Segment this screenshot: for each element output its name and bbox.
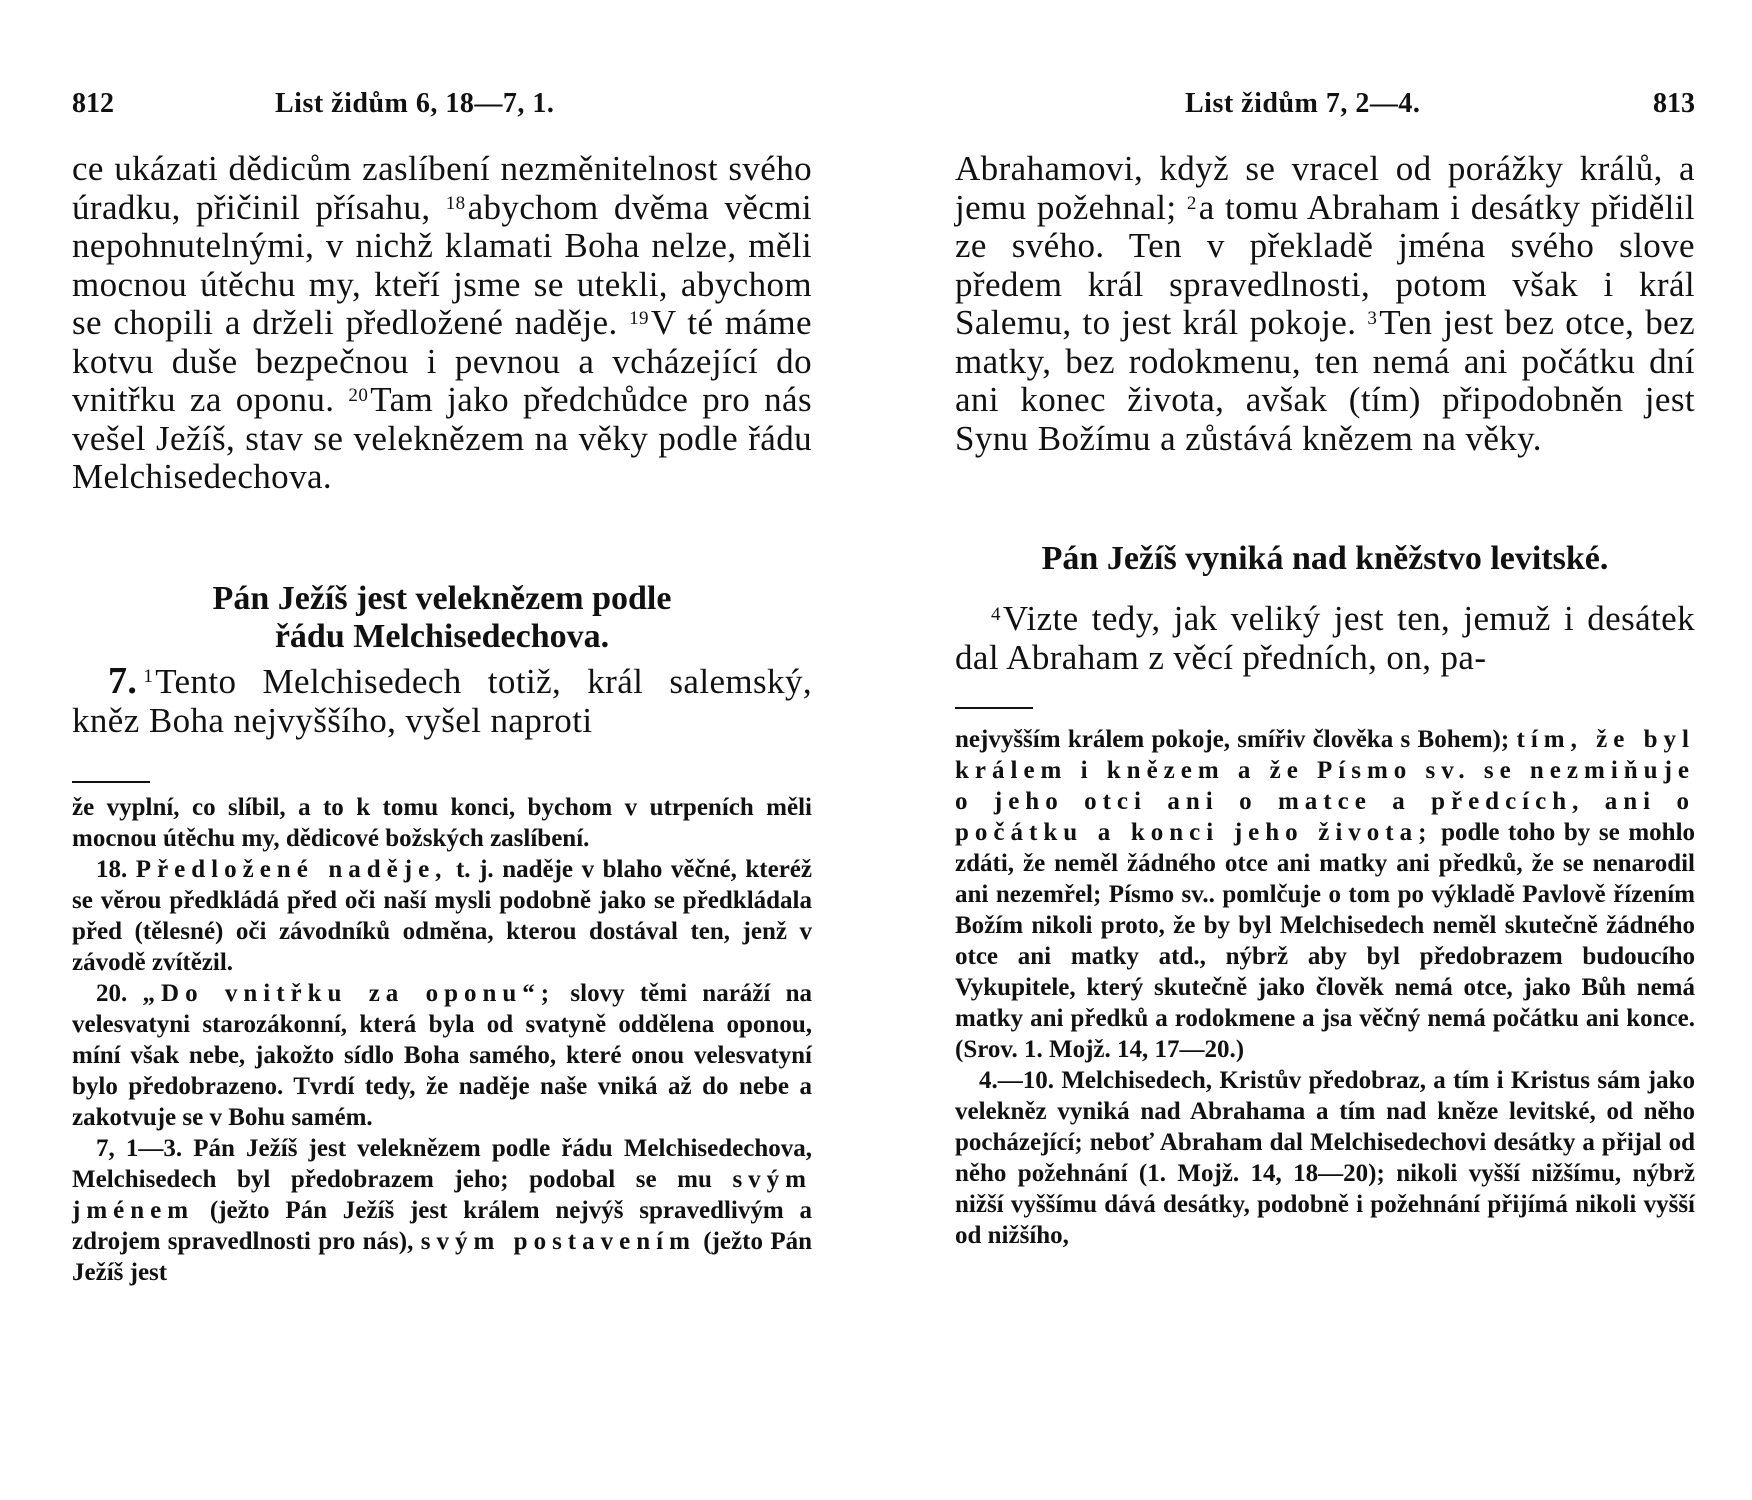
left-text-e: Tento Melchisedech totiž, král salemský, kněz Boha nejvyššího, vyšel naproti bbox=[72, 662, 812, 740]
note-text-7-1c: (ježto Pán Ježíš jest bbox=[72, 1228, 812, 1286]
left-note-2 bbox=[72, 854, 812, 978]
left-note-4 bbox=[72, 1133, 812, 1288]
left-heading-line-2: řádu Melchisedechova. bbox=[274, 618, 610, 655]
left-footnotes bbox=[72, 792, 812, 1288]
left-text-d: Tam jako předchůdce pro nás vešel Ježíš, stav se veleknězem na věky podle řádu Melchisedechova. bbox=[72, 380, 812, 496]
right-text-a: Abrahamovi, když se vracel od porážky králů, a jemu požehnal; bbox=[955, 149, 1695, 227]
note-text-7-1: 7, 1—3. Pán Ježíš jest veleknězem podle řádu Melchisedechova, Melchisedech byl předobrazem jeho; podobal se mu bbox=[72, 1135, 812, 1193]
left-page-number: 812 bbox=[72, 88, 114, 119]
verse-number-18: 18 bbox=[445, 192, 466, 214]
note-text-cont-a: nejvyšším králem pokoje, smířiv člověka s Bohem); bbox=[955, 726, 1510, 753]
left-section-heading bbox=[72, 580, 812, 656]
right-verse-4-text bbox=[955, 600, 1695, 677]
right-text-d: Vizte tedy, jak veliký jest ten, jemuž i desátek dal Abraham z věcí předních, on, pa- bbox=[955, 599, 1695, 677]
right-note-2: 4.—10. Melchisedech, Kristův předobraz, a tím i Kristus sám jako velekněz vyniká nad Abrahama a tím nad kněze levitské, od něho pocházející; neboť Abraham dal Melchisedechovi desátky a přijal od něho požehnání (1. Mojž. 14, 18—20); nikoli vyšší nižšímu, nýbrž nižší vyššímu dává desátky, podobně i požehnání přijímá nikoli vyšší od nižšího, bbox=[955, 1067, 1695, 1249]
right-running-head: List židům 7, 2—4. bbox=[1185, 88, 1421, 119]
right-footnotes bbox=[955, 724, 1695, 1251]
right-footnote-rule bbox=[955, 707, 1033, 709]
left-text-b: abychom dvěma věcmi nepohnutelnými, v nichž klamati Boha nelze, měli mocnou útěchu my, kteří jsme se utekli, abychom se chopili a drželi předložené naděje. bbox=[72, 187, 812, 342]
verse-number-3: 3 bbox=[1367, 308, 1378, 329]
right-section-heading: Pán Ježíš vyniká nad kněžstvo levitské. bbox=[1041, 540, 1609, 577]
note-text-20: slovy těmi naráží na velesvatyni starozákonní, která byla od svatyně oddělena oponou, míní však nebe, jakožto sídlo Boha samého, které onou velesvatyní bylo předobrazeno. Tvrdí tedy, že naděje naše vniká až do nebe a zakotvuje se v Bohu samém. bbox=[72, 980, 813, 1131]
note-spaced-term-20: „Do vnitřku za oponu“; bbox=[142, 980, 556, 1007]
left-note-3 bbox=[72, 978, 812, 1133]
note-spaced-name: svým jménem bbox=[72, 1166, 813, 1224]
left-footnote-rule bbox=[72, 781, 150, 783]
left-heading-line-1: Pán Ježíš jest veleknězem podle bbox=[212, 580, 672, 617]
right-page-header bbox=[955, 88, 1695, 122]
left-text-a: ce ukázati dědicům zaslíbení nezměnitelnost svého úradku, přičinil přísahu, bbox=[72, 149, 812, 227]
note-text-18: t. j. naděje v blaho věčné, kteréž se věrou předkládá před oči naší mysli podobně jako se předkládala před (tělesné) oči závodníků odměna, kterou dostával ten, jenž v závodě zvítězil. bbox=[72, 856, 812, 976]
left-main-text bbox=[72, 150, 812, 497]
note-spaced-text: tím, že byl králem i knězem a že Písmo sv. se nezmiňuje o jeho otci ani o matce a předcích, ani o počátku a konci jeho života; bbox=[955, 726, 1695, 846]
verse-number-2: 2 bbox=[1186, 192, 1197, 214]
left-text-c: V té máme kotvu duše bezpečnou i pevnou a vcházející do vnitřku za oponu. bbox=[72, 303, 812, 419]
verse-number-19: 19 bbox=[629, 308, 649, 329]
chapter-number: 7. bbox=[108, 660, 138, 702]
note-spaced-position: svým postavením bbox=[420, 1228, 696, 1255]
note-text-7-1b: (ježto Pán Ježíš jest králem nejvýš spravedlivým a zdrojem spravedlnosti pro nás), bbox=[72, 1197, 812, 1255]
note-text-cont-b: podle toho by se mohlo zdáti, že neměl žádného otce ani matky ani předků, že se nenarodil ani nezemřel; Písmo sv.. pomlčuje o tom po výkladě Pavlově řízením Božím nikoli proto, že by byl Melchisedech neměl skutečně žádného otce ani matky atd., nýbrž aby byl předobrazem budoucího Vykupitele, který skutečně jako člověk nemá otce, jako Bůh nemá matky ani předků a rodokmene a jsa věčný nemá počátku ani konce. (Srov. 1. Mojž. 14, 17—20.) bbox=[955, 819, 1696, 1063]
note-ref-18: 18. bbox=[96, 856, 128, 883]
right-text-b: a tomu Abraham i desátky přidělil ze svého. Ten v překladě jména svého slove předem král spravedlnosti, potom však i král Salemu, to jest král pokoje. bbox=[955, 187, 1695, 342]
right-main-text bbox=[955, 150, 1695, 458]
verse-number-1: 1 bbox=[143, 666, 154, 687]
right-text-c: Ten jest bez otce, bez matky, bez rodokmenu, ten nemá ani počátku dní ani konec života, avšak (tím) připodobněn jest Synu Božímu a zůstává knězem na věky. bbox=[955, 303, 1696, 458]
right-page-number: 813 bbox=[1653, 88, 1695, 119]
left-chapter-text bbox=[72, 662, 812, 740]
note-ref-20: 20. bbox=[96, 980, 128, 1007]
note-spaced-term-18: Předložené naděje, bbox=[135, 856, 448, 883]
left-page-header bbox=[72, 88, 812, 122]
right-note-1 bbox=[955, 724, 1695, 1065]
verse-number-20: 20 bbox=[348, 385, 369, 406]
left-running-head: List židům 6, 18—7, 1. bbox=[275, 88, 555, 119]
verse-number-4: 4 bbox=[991, 604, 1001, 625]
left-note-1: že vyplní, co slíbil, a to k tomu konci, bychom v utrpeních měli mocnou útěchu my, dědicové božských zaslíbení. bbox=[72, 794, 812, 852]
